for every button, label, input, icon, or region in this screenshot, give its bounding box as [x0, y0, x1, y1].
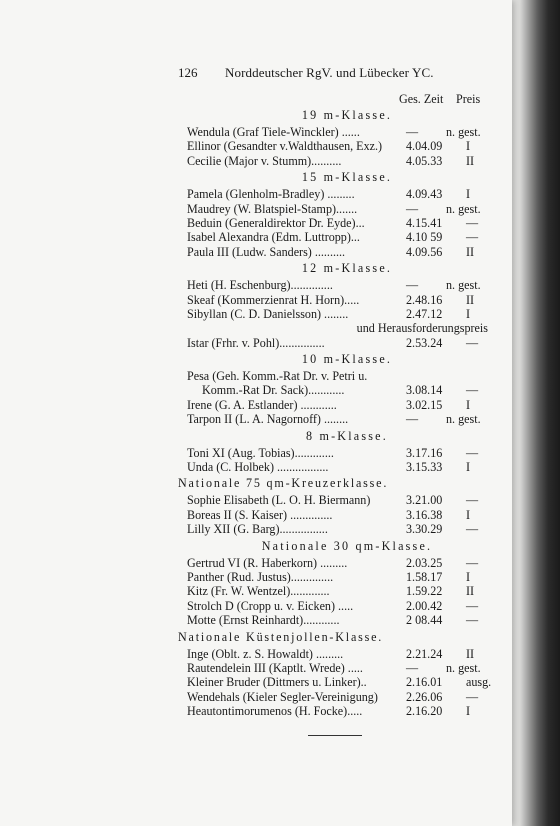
class-section [178, 629, 492, 721]
prize-value: II [466, 646, 475, 661]
boat-and-owner: Komm.-Rat Dr. Sack)............ [202, 383, 345, 398]
boat-and-owner: Lilly XII (G. Barg)................ [187, 522, 328, 537]
total-time: — [406, 201, 419, 216]
prize-value: II [466, 584, 475, 599]
column-header-time: Ges. Zeit [399, 92, 444, 106]
running-title: Norddeutscher RgV. und Lübecker YC. [225, 65, 434, 80]
prize-value: — [466, 230, 479, 245]
class-heading: 10 m-Klasse. [301, 352, 393, 367]
prize-value: I [466, 397, 471, 412]
boat-and-owner: Isabel Alexandra (Edm. Luttropp)... [187, 230, 360, 245]
total-time: 2.16.01 [406, 675, 443, 690]
column-header-prize: Preis [456, 92, 481, 106]
result-row [178, 336, 488, 350]
total-time: 2.26.06 [406, 689, 443, 704]
result-row [178, 570, 488, 584]
prize-value: n. gest. [446, 278, 481, 293]
total-time: 2 08.44 [406, 613, 443, 628]
result-row [178, 599, 488, 613]
boat-and-owner: Sibyllan (C. D. Danielsson) ........ [187, 306, 349, 321]
boat-and-owner: Rautendelein III (Kaptlt. Wrede) ..... [187, 660, 363, 675]
total-time: 4.09.56 [406, 244, 443, 259]
prize-value: — [466, 335, 479, 350]
prize-value: ausg. [466, 675, 492, 690]
prize-value: — [466, 383, 479, 398]
class-heading: Nationale 30 qm-Klasse. [261, 538, 433, 553]
total-time: 4.09.43 [406, 187, 443, 202]
total-time: 3.30.29 [406, 522, 443, 537]
class-note: und Herausforderungspreis [356, 321, 488, 336]
total-time: 1.58.17 [406, 569, 443, 584]
prize-value: — [466, 215, 479, 230]
prize-value: II [466, 292, 475, 307]
result-row [178, 556, 488, 570]
boat-and-owner: Tarpon II (L. A. Nagornoff) ........ [187, 412, 349, 427]
class-heading: 12 m-Klasse. [301, 261, 393, 276]
result-row [178, 493, 488, 507]
prize-value: II [466, 244, 475, 259]
total-time: 4.10 59 [406, 230, 443, 245]
result-row [178, 613, 488, 627]
prize-value: I [466, 460, 471, 475]
result-row [178, 230, 488, 244]
total-time: 4.04.09 [406, 139, 443, 154]
result-row [178, 675, 492, 690]
result-row [178, 661, 488, 675]
class-heading: Nationale 75 qm-Kreuzerklasse. [178, 476, 389, 491]
prize-value: — [466, 522, 479, 537]
page-header [178, 60, 488, 84]
total-time: 2.53.24 [406, 335, 443, 350]
boat-and-owner: Heautontimorumenos (H. Focke)..... [187, 704, 363, 719]
class-section [178, 352, 488, 429]
boat-and-owner: Heti (H. Eschenburg).............. [187, 278, 333, 293]
class-section [178, 261, 488, 352]
result-row [178, 398, 488, 412]
total-time: 2.00.42 [406, 598, 443, 613]
prize-value: I [466, 569, 471, 584]
class-heading: 19 m-Klasse. [301, 108, 393, 122]
boat-and-owner: Paula III (Ludw. Sanders) .......... [187, 244, 346, 259]
prize-value: — [466, 555, 479, 570]
total-time: — [406, 278, 419, 293]
result-row [178, 460, 488, 474]
boat-and-owner: Unda (C. Holbek) ................. [187, 460, 329, 475]
total-time: 3.16.38 [406, 507, 443, 522]
prize-value: — [466, 689, 479, 704]
boat-and-owner: Kleiner Bruder (Dittmers u. Linker).. [187, 675, 367, 690]
column-headers [178, 92, 488, 108]
total-time: 3.02.15 [406, 397, 443, 412]
class-section [178, 170, 488, 261]
result-row [178, 647, 488, 661]
result-row [178, 690, 488, 704]
result-row [178, 383, 488, 397]
class-section [178, 429, 488, 477]
class-sections [178, 108, 492, 721]
prize-value: — [466, 613, 479, 628]
total-time: 2.21.24 [406, 646, 443, 661]
boat-and-owner: Skeaf (Kommerzienrat H. Horn)..... [187, 292, 360, 307]
class-heading: 15 m-Klasse. [301, 170, 393, 185]
prize-value: II [466, 153, 475, 168]
prize-value: I [466, 187, 471, 202]
prize-value: n. gest. [446, 125, 481, 139]
result-row [178, 446, 488, 460]
result-row [178, 704, 488, 718]
prize-value: n. gest. [446, 660, 481, 675]
result-row [178, 216, 488, 230]
prize-value: n. gest. [446, 412, 481, 427]
total-time: 2.47.12 [406, 306, 443, 321]
boat-and-owner: Panther (Rud. Justus).............. [187, 569, 334, 584]
boat-and-owner: Motte (Ernst Reinhardt)............ [187, 613, 340, 628]
prize-value: n. gest. [446, 201, 481, 216]
boat-and-owner: Beduin (Generaldirektor Dr. Eyde)... [187, 215, 365, 230]
result-row [178, 202, 488, 216]
prize-value: I [466, 704, 471, 719]
result-row [178, 369, 488, 383]
prize-value: — [466, 493, 479, 508]
prize-value: I [466, 306, 471, 321]
class-section [178, 476, 488, 538]
boat-and-owner: Ellinor (Gesandter v.Waldthausen, Exz.) [187, 139, 383, 154]
total-time: — [406, 412, 419, 427]
boat-and-owner: Gertrud VI (R. Haberkorn) ......... [187, 555, 348, 570]
boat-and-owner: Strolch D (Cropp u. v. Eicken) ..... [187, 598, 354, 613]
boat-and-owner: Istar (Frhr. v. Pohl)............... [187, 335, 325, 350]
total-time: 3.21.00 [406, 493, 443, 508]
result-row [178, 584, 488, 598]
boat-and-owner: Boreas II (S. Kaiser) .............. [187, 507, 333, 522]
page-number: 126 [178, 65, 198, 80]
total-time: 3.17.16 [406, 445, 443, 460]
boat-and-owner: Toni XI (Aug. Tobias)............. [187, 445, 334, 460]
boat-and-owner: Pesa (Geh. Komm.-Rat Dr. v. Petri u. [187, 369, 368, 384]
total-time: 1.59.22 [406, 584, 443, 599]
result-row [178, 522, 488, 536]
result-row [178, 154, 488, 168]
boat-and-owner: Kitz (Fr. W. Wentzel)............. [187, 584, 330, 599]
total-time: 3.08.14 [406, 383, 443, 398]
boat-and-owner: Wendula (Graf Tiele-Winckler) ...... [187, 125, 360, 139]
total-time: — [406, 660, 419, 675]
result-row [178, 508, 488, 522]
boat-and-owner: Maudrey (W. Blatspiel-Stamp)....... [187, 201, 358, 216]
boat-and-owner: Wendehals (Kieler Segler-Vereinigung) [187, 689, 378, 704]
result-row [178, 187, 488, 201]
class-section [178, 539, 488, 630]
result-row [178, 293, 488, 307]
total-time: 2.16.20 [406, 704, 443, 719]
total-time: — [406, 125, 419, 139]
prize-value: I [466, 139, 471, 154]
boat-and-owner: Cecilie (Major v. Stumm).......... [187, 153, 342, 168]
total-time: 4.05.33 [406, 153, 443, 168]
prize-value: — [466, 598, 479, 613]
boat-and-owner: Pamela (Glenholm-Bradley) ......... [187, 187, 355, 202]
result-row [178, 412, 488, 426]
total-time: 2.48.16 [406, 292, 443, 307]
section-spacer [178, 719, 488, 721]
prize-value: I [466, 507, 471, 522]
boat-and-owner: Sophie Elisabeth (L. O. H. Biermann) [187, 493, 371, 508]
boat-and-owner: Inge (Oblt. z. S. Howaldt) ......... [187, 646, 344, 661]
result-row [178, 245, 488, 259]
total-time: 4.15.41 [406, 215, 443, 230]
class-heading: Nationale Küstenjollen-Klasse. [178, 629, 384, 644]
result-row [178, 139, 488, 153]
class-heading: 8 m-Klasse. [306, 428, 388, 443]
result-row [178, 307, 488, 321]
boat-and-owner: Irene (G. A. Estlander) ............ [187, 397, 337, 412]
results-text-block [178, 60, 492, 736]
prize-value: — [466, 445, 479, 460]
closing-rule [308, 735, 362, 736]
total-time: 2.03.25 [406, 555, 443, 570]
result-row [178, 125, 488, 139]
total-time: 3.15.33 [406, 460, 443, 475]
class-section [178, 108, 488, 170]
result-row [178, 278, 488, 292]
